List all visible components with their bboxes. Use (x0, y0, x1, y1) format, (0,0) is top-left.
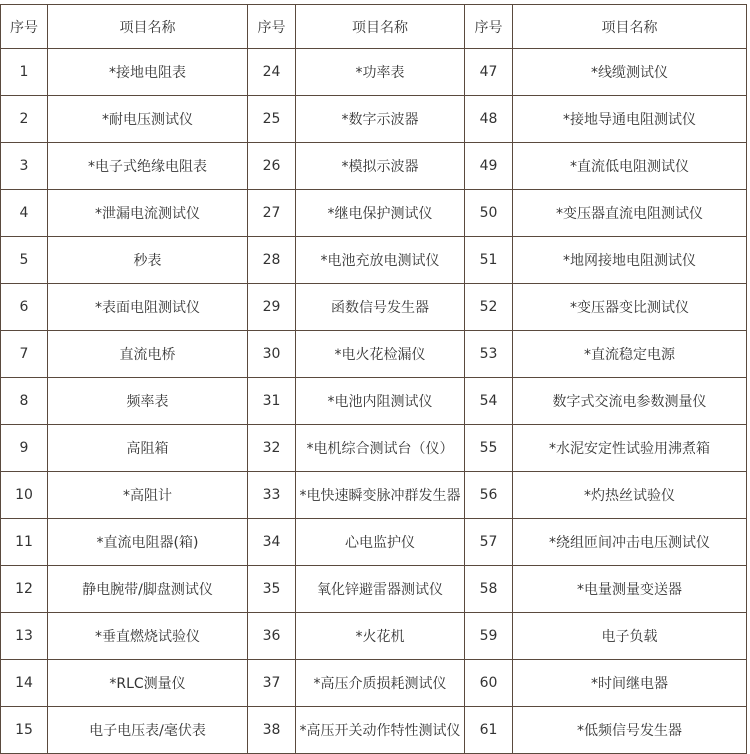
item-name-cell: *高压介质损耗测试仪 (296, 660, 465, 707)
seq-cell: 51 (465, 237, 513, 284)
seq-cell: 30 (248, 331, 296, 378)
item-name-cell: 数字式交流电参数测量仪 (513, 378, 747, 425)
seq-cell: 50 (465, 190, 513, 237)
table-row (1, 378, 747, 425)
seq-cell: 14 (1, 660, 48, 707)
table-row (1, 472, 747, 519)
seq-cell: 58 (465, 566, 513, 613)
table-row (1, 143, 747, 190)
item-name-cell: *变压器直流电阻测试仪 (513, 190, 747, 237)
seq-cell: 47 (465, 49, 513, 96)
seq-cell: 35 (248, 566, 296, 613)
item-name-cell: *电池充放电测试仪 (296, 237, 465, 284)
seq-cell: 48 (465, 96, 513, 143)
item-name-cell: *耐电压测试仪 (48, 96, 248, 143)
item-name-cell: *线缆测试仪 (513, 49, 747, 96)
item-name-cell: *直流低电阻测试仪 (513, 143, 747, 190)
seq-cell: 49 (465, 143, 513, 190)
item-name-cell: *继电保护测试仪 (296, 190, 465, 237)
item-name-cell: 心电监护仪 (296, 519, 465, 566)
seq-cell: 54 (465, 378, 513, 425)
seq-cell: 4 (1, 190, 48, 237)
header-seq: 序号 (248, 5, 296, 49)
item-name-cell: *火花机 (296, 613, 465, 660)
header-name: 项目名称 (296, 5, 465, 49)
seq-cell: 11 (1, 519, 48, 566)
item-name-cell: *泄漏电流测试仪 (48, 190, 248, 237)
item-name-cell: *水泥安定性试验用沸煮箱 (513, 425, 747, 472)
item-name-cell: *电快速瞬变脉冲群发生器 (296, 472, 465, 519)
header-name: 项目名称 (513, 5, 747, 49)
item-name-cell: 频率表 (48, 378, 248, 425)
seq-cell: 56 (465, 472, 513, 519)
seq-cell: 34 (248, 519, 296, 566)
item-name-cell: *数字示波器 (296, 96, 465, 143)
item-name-cell: *接地电阻表 (48, 49, 248, 96)
seq-cell: 12 (1, 566, 48, 613)
item-name-cell: *模拟示波器 (296, 143, 465, 190)
seq-cell: 36 (248, 613, 296, 660)
table-row (1, 96, 747, 143)
seq-cell: 9 (1, 425, 48, 472)
seq-cell: 28 (248, 237, 296, 284)
seq-cell: 32 (248, 425, 296, 472)
item-name-cell: *低频信号发生器 (513, 707, 747, 754)
seq-cell: 59 (465, 613, 513, 660)
item-name-cell: 电子负载 (513, 613, 747, 660)
item-name-cell: 秒表 (48, 237, 248, 284)
seq-cell: 15 (1, 707, 48, 754)
table-row (1, 190, 747, 237)
item-name-cell: 函数信号发生器 (296, 284, 465, 331)
item-name-cell: *地网接地电阻测试仪 (513, 237, 747, 284)
item-name-cell: *时间继电器 (513, 660, 747, 707)
item-name-cell: *功率表 (296, 49, 465, 96)
item-name-cell: *电子式绝缘电阻表 (48, 143, 248, 190)
seq-cell: 53 (465, 331, 513, 378)
table-row (1, 49, 747, 96)
item-name-cell: *高压开关动作特性测试仪 (296, 707, 465, 754)
table-body (1, 49, 747, 754)
item-name-cell: *变压器变比测试仪 (513, 284, 747, 331)
table-row (1, 331, 747, 378)
table-row (1, 613, 747, 660)
seq-cell: 60 (465, 660, 513, 707)
header-seq: 序号 (465, 5, 513, 49)
seq-cell: 31 (248, 378, 296, 425)
table-row (1, 284, 747, 331)
seq-cell: 57 (465, 519, 513, 566)
table-row (1, 566, 747, 613)
item-name-cell: *直流稳定电源 (513, 331, 747, 378)
item-name-cell: *RLC测量仪 (48, 660, 248, 707)
seq-cell: 25 (248, 96, 296, 143)
seq-cell: 55 (465, 425, 513, 472)
seq-cell: 8 (1, 378, 48, 425)
header-seq: 序号 (1, 5, 48, 49)
seq-cell: 5 (1, 237, 48, 284)
item-name-cell: *接地导通电阻测试仪 (513, 96, 747, 143)
item-name-cell: *直流电阻器(箱) (48, 519, 248, 566)
seq-cell: 10 (1, 472, 48, 519)
item-name-cell: *垂直燃烧试验仪 (48, 613, 248, 660)
item-name-cell: 静电腕带/脚盘测试仪 (48, 566, 248, 613)
item-name-cell: 直流电桥 (48, 331, 248, 378)
item-name-cell: *灼热丝试验仪 (513, 472, 747, 519)
item-name-cell: *电机综合测试台（仪） (296, 425, 465, 472)
table-row (1, 519, 747, 566)
seq-cell: 6 (1, 284, 48, 331)
item-name-cell: 电子电压表/毫伏表 (48, 707, 248, 754)
seq-cell: 29 (248, 284, 296, 331)
table-row (1, 660, 747, 707)
seq-cell: 2 (1, 96, 48, 143)
table-row (1, 707, 747, 754)
seq-cell: 27 (248, 190, 296, 237)
item-name-cell: *高阻计 (48, 472, 248, 519)
item-name-cell: *电量测量变送器 (513, 566, 747, 613)
item-name-cell: *表面电阻测试仪 (48, 284, 248, 331)
table-row (1, 237, 747, 284)
table-row (1, 425, 747, 472)
item-name-cell: *电池内阻测试仪 (296, 378, 465, 425)
seq-cell: 1 (1, 49, 48, 96)
seq-cell: 3 (1, 143, 48, 190)
seq-cell: 24 (248, 49, 296, 96)
seq-cell: 38 (248, 707, 296, 754)
seq-cell: 52 (465, 284, 513, 331)
item-name-cell: *电火花检漏仪 (296, 331, 465, 378)
seq-cell: 13 (1, 613, 48, 660)
header-row (1, 5, 747, 49)
seq-cell: 26 (248, 143, 296, 190)
header-name: 项目名称 (48, 5, 248, 49)
seq-cell: 33 (248, 472, 296, 519)
item-name-cell: 氧化锌避雷器测试仪 (296, 566, 465, 613)
seq-cell: 7 (1, 331, 48, 378)
item-name-cell: 高阻箱 (48, 425, 248, 472)
seq-cell: 61 (465, 707, 513, 754)
instrument-table (0, 4, 747, 754)
seq-cell: 37 (248, 660, 296, 707)
item-name-cell: *绕组匝间冲击电压测试仪 (513, 519, 747, 566)
